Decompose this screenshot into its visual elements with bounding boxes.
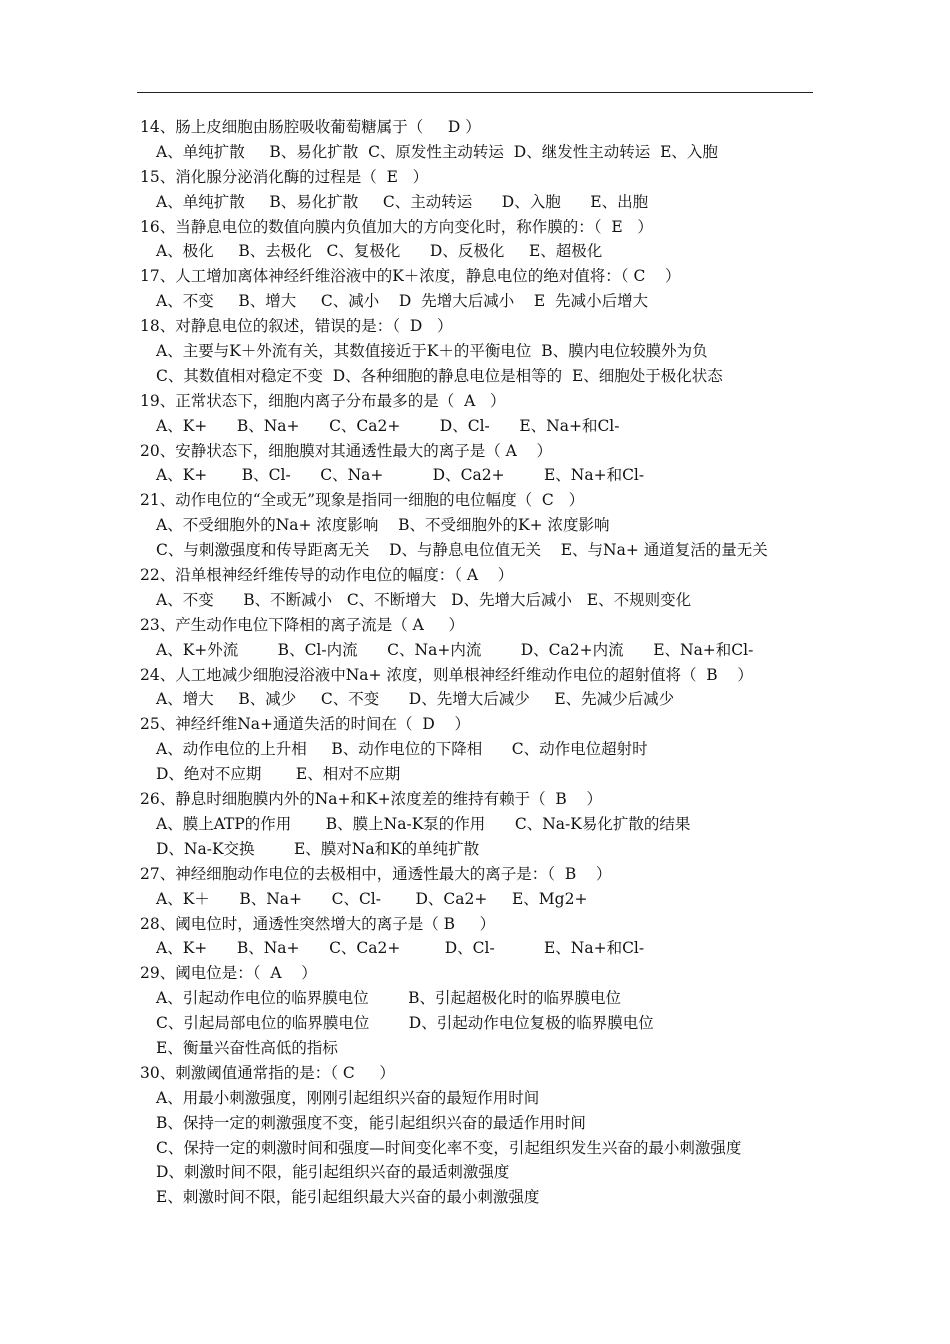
answer-options: A、膜上ATP的作用 B、膜上Na-K泵的作用 C、Na-K易化扩散的结果 [156, 814, 691, 833]
question-list [140, 115, 820, 1210]
answer-options: D、刺激时间不限，能引起组织兴奋的最适刺激强度 [156, 1163, 510, 1182]
answer-options: A、单纯扩散 B、易化扩散 C、原发性主动转运 D、继发性主动转运 E、入胞 [156, 142, 718, 161]
question-stem: 25、神经纤维Na+通道失活的时间在（ D ） [140, 715, 471, 734]
answer-options: B、保持一定的刺激强度不变，能引起组织兴奋的最适作用时间 [156, 1113, 586, 1132]
question-stem: 18、对静息电位的叙述，错误的是：（ D ） [140, 317, 453, 336]
answer-options: A、引起动作电位的临界膜电位 B、引起超极化时的临界膜电位 [156, 989, 622, 1008]
question-stem: 21、动作电位的“全或无”现象是指同一细胞的电位幅度（ C ） [140, 491, 585, 510]
question-stem: 27、神经细胞动作电位的去极相中，通透性最大的离子是：（ B ） [140, 864, 612, 883]
answer-options: D、Na-K交换 E、膜对Na和K的单纯扩散 [156, 839, 480, 858]
question-stem: 19、正常状态下，细胞内离子分布最多的是（ A ） [140, 391, 506, 410]
answer-options: A、不变 B、不断减小 C、不断增大 D、先增大后减小 E、不规则变化 [156, 590, 692, 609]
answer-options: C、引起局部电位的临界膜电位 D、引起动作电位复极的临界膜电位 [156, 1014, 654, 1033]
answer-options: A、动作电位的上升相 B、动作电位的下降相 C、动作电位超射时 [156, 740, 648, 759]
question-stem: 23、产生动作电位下降相的离子流是（ A ） [140, 615, 464, 634]
question-stem: 28、阈电位时，通透性突然增大的离子是（ B ） [140, 914, 496, 933]
question-stem: 14、肠上皮细胞由肠腔吸收葡萄糖属于（ D ） [140, 118, 481, 136]
question-stem: 30、刺激阈值通常指的是：（ C ） [140, 1063, 395, 1082]
answer-options: C、保持一定的刺激时间和强度—时间变化率不变，引起组织发生兴奋的最小刺激强度 [156, 1138, 742, 1157]
answer-options: A、不变 B、增大 C、减小 D 先增大后减小 E 先减小后增大 [156, 292, 649, 311]
answer-options: A、用最小刺激强度，刚刚引起组织兴奋的最短作用时间 [156, 1088, 540, 1107]
answer-options: A、不受细胞外的Na+ 浓度影响 B、不受细胞外的K+ 浓度影响 [156, 516, 610, 535]
answer-options: A、K+ B、Na+ C、Ca2+ D、Cl- E、Na+和Cl- [156, 939, 645, 958]
question-stem: 20、安静状态下，细胞膜对其通透性最大的离子是（ A ） [140, 441, 553, 460]
question-stem: 26、静息时细胞膜内外的Na+和K+浓度差的维持有赖于（ B ） [140, 790, 603, 809]
answer-options: A、主要与K＋外流有关，其数值接近于K＋的平衡电位 B、膜内电位较膜外为负 [156, 342, 708, 361]
question-stem: 29、阈电位是：（ A ） [140, 964, 317, 983]
answer-options: A、增大 B、减少 C、不变 D、先增大后减少 E、先减少后减少 [156, 690, 675, 709]
answer-options: A、极化 B、去极化 C、复极化 D、反极化 E、超极化 [156, 242, 603, 261]
question-stem: 17、人工增加离体神经纤维浴液中的K＋浓度，静息电位的绝对值将：（ C ） [140, 267, 681, 286]
answer-options: C、与刺激强度和传导距离无关 D、与静息电位值无关 E、与Na+ 通道复活的量无关 [156, 541, 768, 560]
question-stem: 24、人工地减少细胞浸浴液中Na+ 浓度，则单根神经纤维动作电位的超射值将（ B ） [140, 665, 753, 684]
question-stem: 15、消化腺分泌消化酶的过程是（ E ） [140, 167, 429, 186]
answer-options: E、衡量兴奋性高低的指标 [156, 1038, 338, 1057]
answer-options: A、K+ B、Cl- C、Na+ D、Ca2+ E、Na+和Cl- [156, 466, 645, 485]
question-stem: 22、沿单根神经纤维传导的动作电位的幅度：（ A ） [140, 566, 514, 585]
header-rule [137, 92, 813, 93]
answer-options: E、刺激时间不限，能引起组织最大兴奋的最小刺激强度 [156, 1188, 540, 1207]
answer-options: D、绝对不应期 E、相对不应期 [156, 765, 401, 784]
answer-options: A、单纯扩散 B、易化扩散 C、主动转运 D、入胞 E、出胞 [156, 192, 649, 211]
question-stem: 16、当静息电位的数值向膜内负值加大的方向变化时，称作膜的：（ E ） [140, 217, 653, 236]
answer-options: A、K+外流 B、Cl-内流 C、Na+内流 D、Ca2+内流 E、Na+和Cl- [156, 640, 754, 659]
answer-options: C、其数值相对稳定不变 D、各种细胞的静息电位是相等的 E、细胞处于极化状态 [156, 366, 723, 385]
answer-options: A、K＋ B、Na+ C、Cl- D、Ca2+ E、Mg2+ [156, 889, 588, 908]
answer-options: A、K+ B、Na+ C、Ca2+ D、Cl- E、Na+和Cl- [156, 416, 620, 435]
